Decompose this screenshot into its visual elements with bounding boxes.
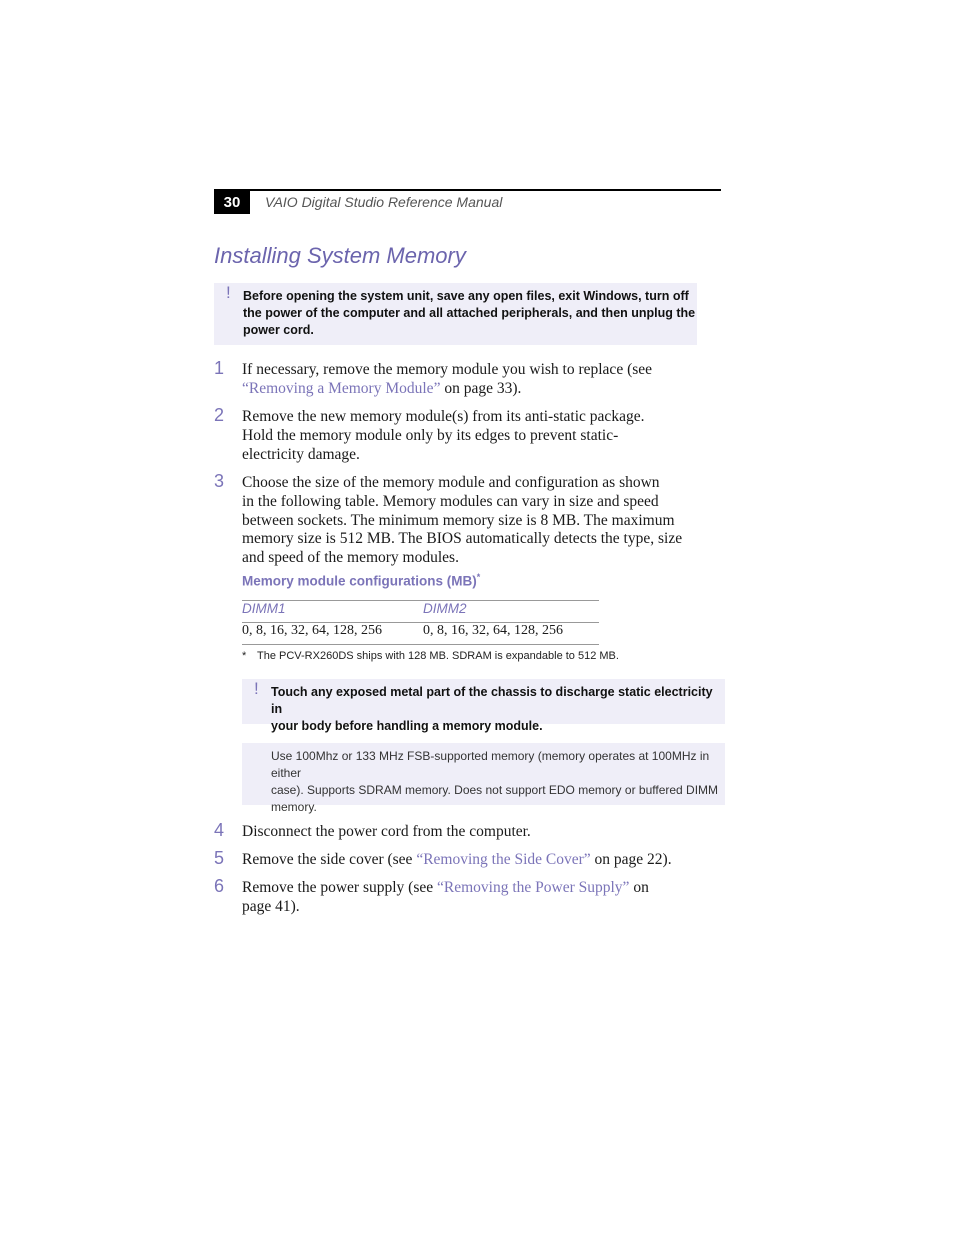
step-text: Disconnect the power cord from the computer.: [242, 823, 531, 840]
caution-box: [242, 679, 725, 733]
section-title: Installing System Memory: [214, 243, 466, 268]
note-box: [242, 743, 725, 814]
step-text: Remove the new memory module(s) from its anti-static package. Hold the memory module only by its edges to prevent static- electricity damage.: [242, 408, 645, 463]
caution-text: Touch any exposed metal part of the chassis to discharge static electricity in your body before handling a memory module.: [271, 685, 713, 733]
footnote-marker: *: [476, 572, 481, 582]
table-rule-top: [242, 600, 599, 601]
step-text: If necessary, remove the memory module you wish to replace (see “Removing a Memory Module” on page 33).: [242, 361, 653, 397]
link-removing-memory-module[interactable]: “Removing a Memory Module”: [242, 379, 441, 397]
step-number: 5: [214, 848, 225, 868]
table-caption: Memory module configurations (MB)*: [242, 572, 481, 589]
column-header-dimm2: DIMM2: [423, 601, 467, 616]
step-number: 2: [214, 405, 225, 425]
link-removing-power-supply[interactable]: “Removing the Power Supply”: [437, 879, 630, 896]
table-cell-dimm1: 0, 8, 16, 32, 64, 128, 256: [242, 623, 382, 638]
caution-text: Before opening the system unit, save any open files, exit Windows, turn off the power of the computer and all attached peripherals, and then unplug the power cord.: [243, 289, 696, 337]
table-rule-bottom: [242, 644, 599, 645]
step-number: 1: [214, 358, 225, 378]
note-text: Use 100Mhz or 133 MHz FSB-supported memory (memory operates at 100MHz in either case). Supports SDRAM memory. Does not support EDO memory or buffered DIMM memory.: [271, 749, 719, 814]
step-number: 6: [214, 876, 225, 896]
step-number: 3: [214, 471, 225, 491]
step-number: 4: [214, 820, 225, 840]
manual-title: VAIO Digital Studio Reference Manual: [265, 194, 503, 210]
caution-icon: !: [226, 283, 231, 302]
table-footnote: * The PCV-RX260DS ships with 128 MB. SDRAM is expandable to 512 MB.: [242, 650, 619, 662]
caution-icon: !: [254, 679, 259, 698]
column-header-dimm1: DIMM1: [242, 601, 286, 616]
step-text: Choose the size of the memory module and configuration as shown in the following table. Memory modules can vary in size and speed between sockets. The minimum memory size is 8 MB. The maximum memory size is 512 MB. The BIOS automatically detects the type, size and speed of the memory modules.: [242, 474, 683, 567]
step-text: Remove the side cover (see “Removing the Side Cover” on page 22).: [242, 851, 672, 868]
step-text: Remove the power supply (see “Removing the Power Supply” on page 41).: [242, 879, 649, 915]
link-removing-side-cover[interactable]: “Removing the Side Cover”: [416, 851, 591, 868]
table-cell-dimm2: 0, 8, 16, 32, 64, 128, 256: [423, 623, 563, 638]
page-number: 30: [214, 191, 250, 214]
caution-box: [214, 283, 697, 345]
header-rule: [214, 189, 721, 191]
